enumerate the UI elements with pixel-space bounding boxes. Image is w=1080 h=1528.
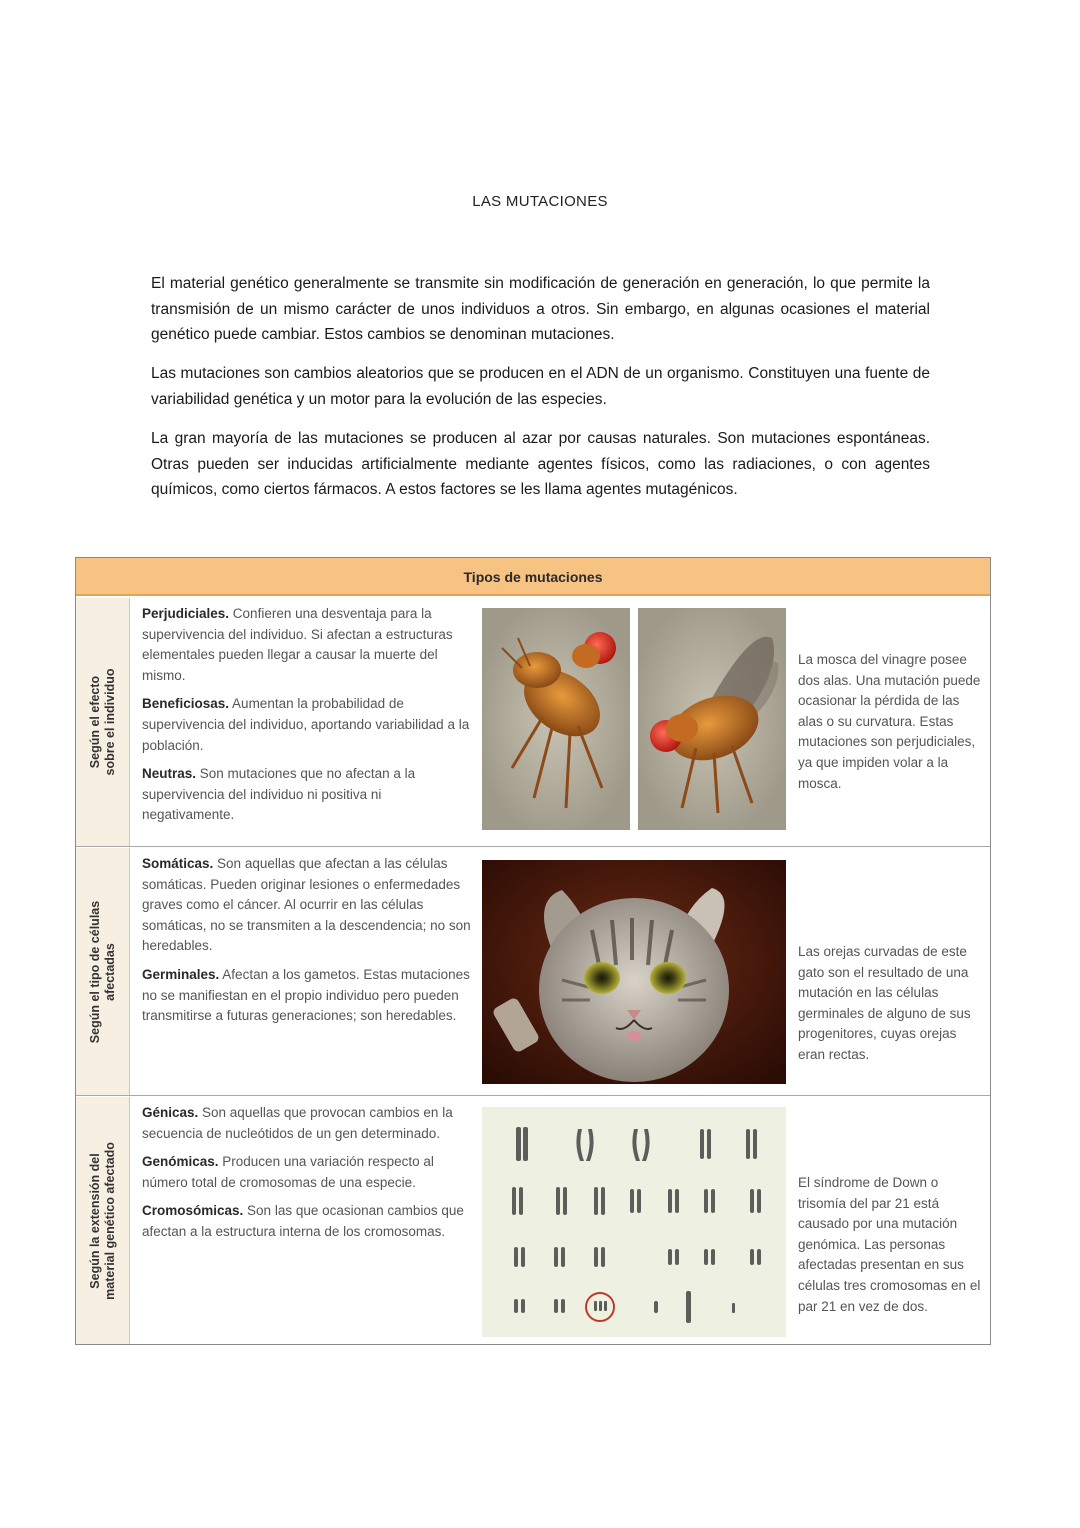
- row-category-line1: Según el tipo de células: [88, 900, 102, 1043]
- row-description: [142, 1103, 472, 1251]
- intro-paragraph-2: Las mutaciones son cambios aleatorios que se producen en el ADN de un organismo. Constituyen una fuente de variabilidad genética y un motor para la evolución de las especies.: [151, 365, 930, 408]
- table-header: Tipos de mutaciones: [76, 558, 990, 596]
- intro-paragraph-3: La gran mayoría de las mutaciones se producen al azar por causas naturales. Son mutaciones espontáneas. Otras pueden ser inducidas artificialmente mediante agentes físicos, como las radiaciones, o con agentes químicos, como ciertos fármacos. A estos factores se les llama agentes mutagénicos.: [151, 430, 930, 499]
- page-title: LAS MUTACIONES: [472, 193, 608, 210]
- table-row-cell-type: [76, 848, 990, 1096]
- row-category: [76, 848, 130, 1095]
- term-neutras: Neutras.: [142, 766, 197, 782]
- mutation-types-table: [75, 557, 991, 1345]
- intro-paragraph-1: El material genético generalmente se transmite sin modificación de generación en generación, lo que permite la transmisión de un mismo carácter de unos individuos a otros. Sin embargo, en algunas ocasiones el material genético puede cambiar. Estos cambios se denominan mutaciones.: [151, 275, 930, 344]
- karyotype-image: [482, 1107, 786, 1337]
- row-category-line1: Según la extensión del: [88, 1152, 102, 1289]
- row-category-line2: material genético afectado: [103, 1141, 117, 1300]
- table-row-extension: [76, 1097, 990, 1344]
- term-cromosomicas: Cromosómicas.: [142, 1203, 244, 1219]
- term-text: Son aquellas que provocan cambios en la secuencia de nucleótidos de un gen determinado.: [142, 1105, 453, 1141]
- term-text: Son las que ocasionan cambios que afectan a la estructura interna de los cromosomas.: [142, 1203, 464, 1239]
- cat-caption: Las orejas curvadas de este gato son el resultado de una mutación en las células germinales de alguno de sus progenitores, cuyas orejas eran rectas.: [798, 944, 971, 1062]
- karyotype-caption: El síndrome de Down o trisomía del par 21 está causado por una mutación genómica. Las personas afectadas presentan en sus células tres cromosomas en el par 21 en vez de dos.: [798, 1175, 981, 1314]
- row-category: [76, 598, 130, 846]
- row-description: [142, 604, 472, 834]
- term-text: Producen una variación respecto al número total de cromosomas de una especie.: [142, 1154, 434, 1190]
- row-category: [76, 1097, 130, 1344]
- row-category-line1: Según el efecto: [88, 675, 102, 769]
- row-description: [142, 854, 472, 1035]
- term-text: Son mutaciones que no afectan a la supervivencia del individuo ni positiva ni negativamente.: [142, 766, 416, 823]
- term-germinales: Germinales.: [142, 966, 220, 982]
- term-beneficiosas: Beneficiosas.: [142, 696, 230, 712]
- term-genomicas: Genómicas.: [142, 1154, 219, 1170]
- cat-photo: [482, 860, 786, 1084]
- fruit-fly-caption: La mosca del vinagre posee dos alas. Una mutación puede ocasionar la pérdida de las alas o su curvatura. Estas mutaciones son perjudiciales, ya que impiden volar a la mosca.: [798, 652, 981, 791]
- term-somaticas: Somáticas.: [142, 856, 214, 871]
- term-genicas: Génicas.: [142, 1105, 199, 1120]
- row-category-line2: sobre el individuo: [103, 668, 117, 776]
- term-text: Afectan a los gametos. Estas mutaciones no se manifiestan en el propio individuo pero pueden transmitirse a futuras generaciones; son heredables.: [142, 966, 470, 1024]
- term-text: Son aquellas que afectan a las células somáticas. Pueden originar lesiones o enfermedades graves como el cáncer. Al ocurrir en las células somáticas, no se transmiten a la descendencia; no son heredables.: [142, 856, 471, 954]
- fruit-fly-photo: [482, 608, 786, 830]
- term-text: Confieren una desventaja para la supervivencia del individuo. Si afectan a estructuras elementales pueden llegar a causar la muerte del mismo.: [142, 606, 453, 683]
- table-row-effect: [76, 598, 990, 847]
- term-perjudiciales: Perjudiciales.: [142, 606, 230, 621]
- term-text: Aumentan la probabilidad de supervivencia del individuo, aportando variabilidad a la población.: [142, 696, 470, 753]
- row-category-line2: afectadas: [103, 942, 117, 1001]
